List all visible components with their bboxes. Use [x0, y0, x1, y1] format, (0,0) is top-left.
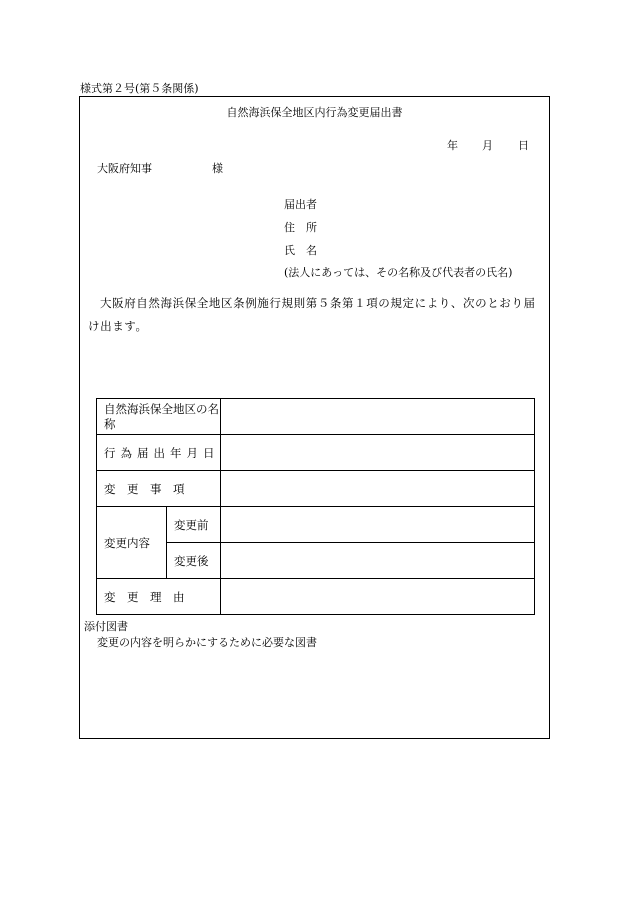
corporation-note: (法人にあっては、その名称及び代表者の氏名) — [284, 266, 513, 279]
notify-date-field[interactable] — [221, 435, 535, 471]
date-day-label: 日 — [518, 139, 529, 152]
table-row — [97, 507, 535, 543]
notifier-label: 届出者 — [284, 198, 317, 211]
change-item-label: 変 更 事 項 — [97, 471, 221, 507]
addressee: 大阪府知事 — [97, 162, 152, 175]
area-name-field[interactable] — [221, 399, 535, 435]
form-title: 自然海浜保全地区内行為変更届出書 — [226, 106, 403, 119]
after-field[interactable] — [221, 543, 535, 579]
table-row — [97, 579, 535, 615]
table-row — [97, 399, 535, 435]
before-field[interactable] — [221, 507, 535, 543]
body-statement: 大阪府自然海浜保全地区条例施行規則第５条第１項の規定により、次のとおり届け出ます。 — [88, 296, 536, 333]
address-label: 住 所 — [284, 221, 317, 234]
table-row — [97, 435, 535, 471]
reason-label: 変 更 理 由 — [97, 579, 221, 615]
addressee-honorific: 様 — [212, 162, 223, 175]
reason-field[interactable] — [221, 579, 535, 615]
area-name-label: 自然海浜保全地区の名称 — [97, 399, 221, 435]
notify-date-label: 行為届出年月日 — [97, 435, 221, 471]
before-label: 変更前 — [167, 507, 221, 543]
change-item-field[interactable] — [221, 471, 535, 507]
attachments-text: 変更の内容を明らかにするために必要な図書 — [97, 636, 317, 649]
after-label: 変更後 — [167, 543, 221, 579]
details-table — [96, 398, 535, 615]
form-number-label: 様式第２号(第５条関係) — [80, 82, 199, 95]
date-month-label: 月 — [482, 139, 493, 152]
attachments-heading: 添付図書 — [84, 620, 128, 633]
date-year-label: 年 — [447, 139, 458, 152]
name-label: 氏 名 — [284, 244, 317, 257]
change-content-label: 変更内容 — [97, 507, 167, 579]
table-row — [97, 471, 535, 507]
